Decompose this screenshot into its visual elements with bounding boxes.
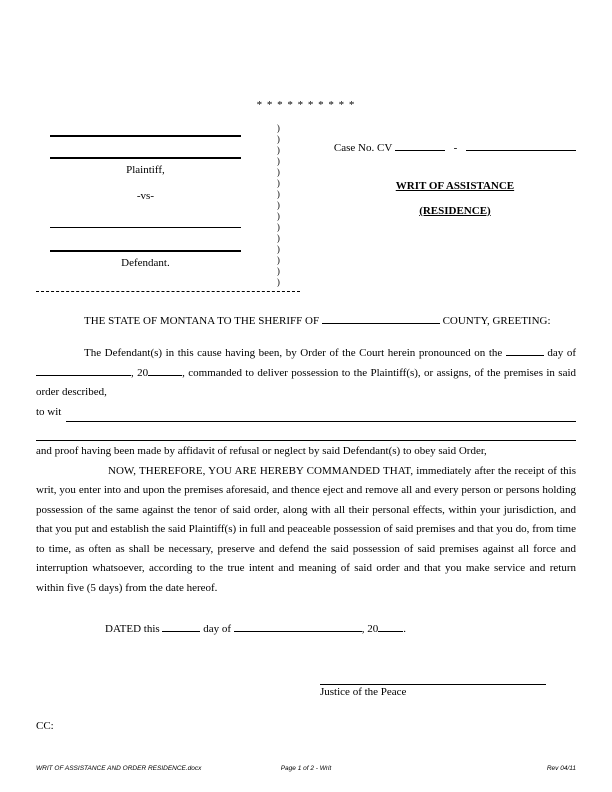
premises-description-blank-2 [36, 422, 576, 441]
premises-description-blank-1 [66, 407, 576, 422]
paren-glyph: ) [276, 277, 280, 287]
paren-glyph: ) [276, 244, 280, 254]
case-number-blank-2 [466, 139, 576, 151]
party-column [50, 123, 241, 290]
case-number-line [334, 139, 576, 154]
dated-text-b: day of [203, 623, 231, 635]
paren-glyph: ) [276, 222, 280, 232]
case-number-blank-1 [395, 139, 445, 151]
paren-glyph: ) [276, 255, 280, 265]
asterisk-separator: * * * * * * * * * * [256, 99, 356, 111]
case-number-label: Case No. CV [333, 142, 393, 154]
greeting-post: COUNTY, GREETING: [442, 315, 551, 327]
vs-label: -vs- [136, 190, 154, 202]
dated-month-blank [234, 620, 362, 632]
footer-filename: WRIT OF ASSISTANCE AND ORDER RESIDENCE.docx [36, 765, 202, 772]
paren-glyph: ) [276, 211, 280, 221]
defendant-name-line-1 [50, 203, 241, 228]
document-title-line-1: WRIT OF ASSISTANCE [395, 180, 515, 192]
proof-clause: and proof having been made by affidavit of refusal or neglect by said Defendant(s) to obey said Order, [36, 445, 487, 457]
recital-text-a: The Defendant(s) in this cause having been, by Order of the Court herein pronounced on the [84, 347, 503, 359]
footer-page-number: Page 1 of 2 - Writ [280, 765, 332, 772]
dated-text-a: DATED this [105, 623, 160, 635]
to-wit-label: to wit [36, 405, 62, 418]
case-number-dash: - [453, 142, 458, 154]
month-blank [36, 364, 131, 376]
paren-glyph: ) [276, 134, 280, 144]
defendant-label: Defendant. [121, 257, 170, 269]
paren-glyph: ) [276, 200, 280, 210]
recital-paragraph [36, 344, 576, 403]
case-info-column [290, 123, 576, 290]
cc-label: CC: [36, 720, 54, 732]
county-blank [322, 312, 440, 324]
recital-text-d: , commanded to deliver possession to the Plaintiff(s), or assigns, of the premises in said order described, [36, 366, 577, 398]
paren-glyph: ) [276, 189, 280, 199]
paren-glyph: ) [276, 178, 280, 188]
dated-text-c: , 20 [361, 623, 379, 635]
greeting-pre: THE STATE OF MONTANA TO THE SHERIFF OF [84, 315, 320, 327]
year-blank [148, 364, 182, 376]
paren-glyph: ) [276, 145, 280, 155]
dated-day-blank [162, 620, 200, 632]
plaintiff-name-line-2 [50, 137, 241, 159]
case-caption [36, 123, 576, 290]
paren-glyph: ) [276, 156, 280, 166]
dated-text-d: . [403, 623, 406, 635]
footer-revision: Rev 04/11 [546, 765, 576, 772]
paren-glyph: ) [276, 167, 280, 177]
paren-glyph: ) [276, 266, 280, 276]
caption-dashed-separator [36, 291, 300, 292]
caption-paren-divider [277, 123, 290, 290]
paren-glyph: ) [276, 123, 280, 133]
paren-glyph: ) [276, 233, 280, 243]
plaintiff-label: Plaintiff, [126, 164, 165, 176]
plaintiff-name-line-1 [50, 123, 241, 137]
to-wit-line [36, 403, 576, 423]
command-paragraph: NOW, THEREFORE, YOU ARE HEREBY COMMANDED THAT, immediately after the receipt of this writ, you enter into and upon the premises aforesaid, and thence eject and remove all and every person or persons holding possession of the same against the tenor of said order, along with all their personal effects, within your jurisdiction, and that you put and establish the said Plaintiff(s) in full and peaceable possession of said premises and that you do, from time to time, as often as shall be necessary, preserve and defend the said possession of said premises against all force and interruption whatsoever, according to the true intent and meaning of said order and that you make service and return within five (5 days) from the date hereof. [36, 464, 576, 594]
signature-block [320, 670, 546, 700]
recital-text-b: day of [547, 347, 577, 359]
page-footer [36, 765, 576, 772]
day-blank [506, 344, 544, 356]
recital-text-c: , 20 [131, 366, 149, 379]
signature-label: Justice of the Peace [320, 686, 407, 698]
defendant-name-line-2 [50, 228, 241, 252]
signature-line [320, 670, 546, 685]
dated-line [36, 620, 576, 636]
dated-year-blank [378, 620, 403, 632]
document-title-line-2: (RESIDENCE) [419, 205, 491, 217]
greeting-line [36, 312, 576, 328]
